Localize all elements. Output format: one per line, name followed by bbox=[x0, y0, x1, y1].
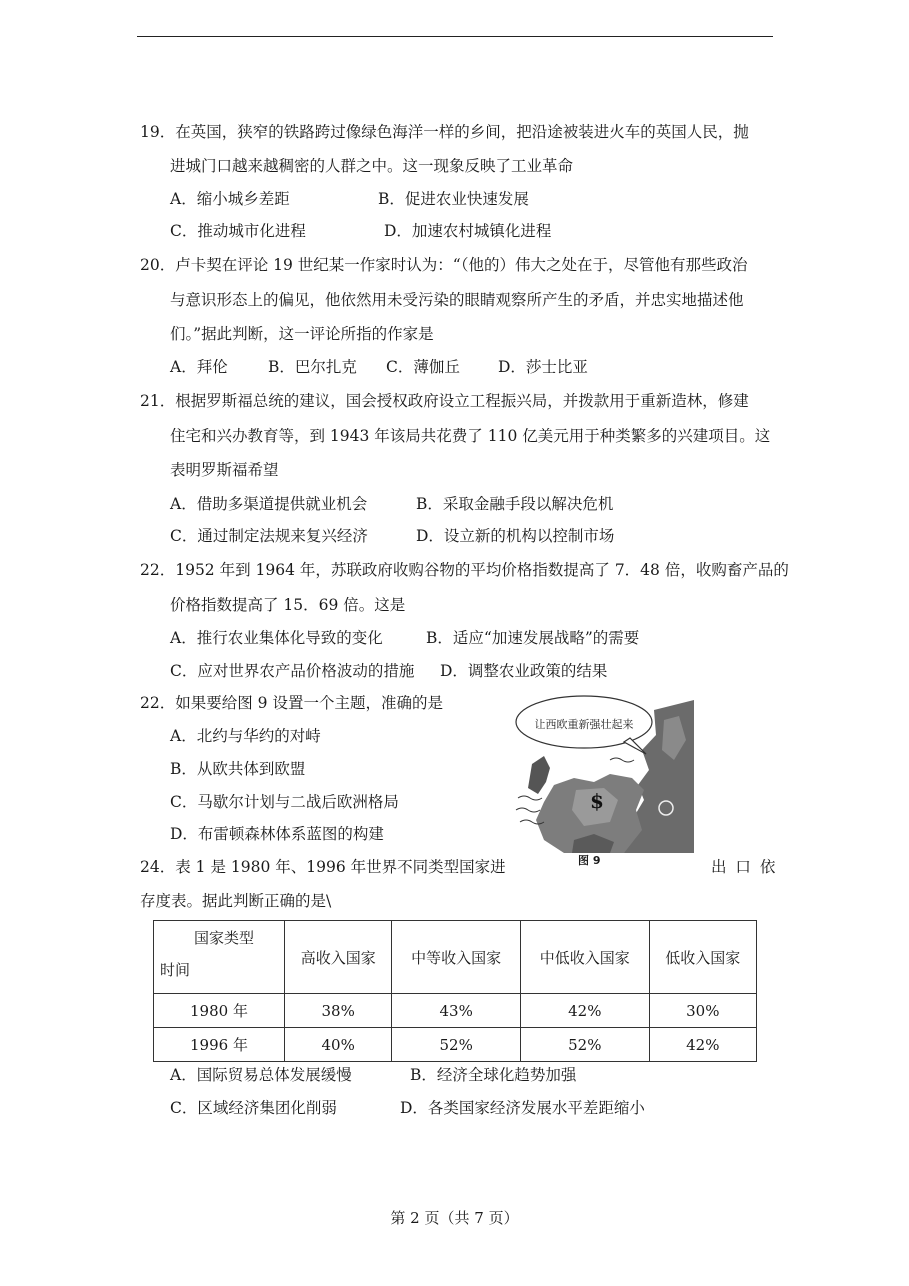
q22b-option-a: A．北约与华约的对峙 bbox=[170, 727, 321, 745]
column-header: 中低收入国家 bbox=[520, 921, 649, 994]
table-cell: 52% bbox=[392, 1028, 521, 1062]
q20-option-d: D．莎士比亚 bbox=[498, 358, 588, 376]
q21-option-b: B．采取金融手段以解决危机 bbox=[416, 495, 614, 513]
figure-9-caption: 图 9 bbox=[578, 854, 601, 867]
dependency-table bbox=[153, 920, 757, 1062]
table-cell: 43% bbox=[392, 994, 521, 1028]
table-row bbox=[154, 994, 757, 1028]
q21-option-c: C．通过制定法规来复兴经济 bbox=[170, 527, 368, 545]
q20-option-c: C．薄伽丘 bbox=[386, 358, 460, 376]
q21-stem-line3: 表明罗斯福希望 bbox=[170, 461, 279, 479]
table-cell: 30% bbox=[649, 994, 756, 1028]
table-row bbox=[154, 1028, 757, 1062]
q19-stem-line2: 进城门口越来越稠密的人群之中。这一现象反映了工业革命 bbox=[170, 157, 574, 175]
q22a-option-c: C．应对世界农产品价格波动的措施 bbox=[170, 662, 415, 680]
q24-option-d: D．各类国家经济发展水平差距缩小 bbox=[400, 1099, 645, 1117]
q24-option-c: C．区域经济集团化削弱 bbox=[170, 1099, 337, 1117]
q22a-option-a: A．推行农业集体化导致的变化 bbox=[170, 629, 383, 647]
q24-option-a: A．国际贸易总体发展缓慢 bbox=[170, 1066, 352, 1084]
header-rule bbox=[137, 36, 773, 37]
column-header: 高收入国家 bbox=[285, 921, 392, 994]
table-cell: 52% bbox=[520, 1028, 649, 1062]
q21-stem-line2: 住宅和兴办教育等，到 1943 年该局共花费了 110 亿美元用于种类繁多的兴建项目。这 bbox=[170, 427, 771, 445]
q20-option-b: B．巴尔扎克 bbox=[268, 358, 357, 376]
q22b-option-b: B．从欧共体到欧盟 bbox=[170, 760, 306, 778]
europe-map-illustration bbox=[514, 690, 694, 853]
header-time: 时间 bbox=[160, 961, 191, 979]
q22b-stem-line1: 22．如果要给图 9 设置一个主题，准确的是 bbox=[140, 694, 443, 712]
q21-option-d: D．设立新的机构以控制市场 bbox=[416, 527, 615, 545]
figure-dollar-sign: $ bbox=[590, 789, 604, 813]
q24-stem-line1-tail: 出 口 依 bbox=[711, 858, 778, 876]
q19-stem-line1: 19．在英国，狭窄的铁路跨过像绿色海洋一样的乡间，把沿途被装进火车的英国人民，抛 bbox=[140, 123, 749, 141]
page-footer: 第 2 页（共 7 页） bbox=[390, 1209, 519, 1227]
q24-stem-line1: 24．表 1 是 1980 年、1996 年世界不同类型国家进 bbox=[140, 858, 506, 876]
q20-stem-line3: 们。”据此判断，这一评论所指的作家是 bbox=[170, 325, 434, 343]
q22a-stem-line1: 22．1952 年到 1964 年，苏联政府收购谷物的平均价格指数提高了 7．48 倍，收购畜产品的 bbox=[140, 561, 789, 579]
row-year: 1996 年 bbox=[154, 1028, 285, 1062]
q22b-option-d: D．布雷顿森林体系蓝图的构建 bbox=[170, 825, 384, 843]
table-cell: 42% bbox=[520, 994, 649, 1028]
q19-option-c: C．推动城市化进程 bbox=[170, 222, 306, 240]
q22a-option-d: D．调整农业政策的结果 bbox=[440, 662, 608, 680]
figure-bubble-text: 让西欧重新强壮起来 bbox=[534, 718, 634, 731]
q21-stem-line1: 21．根据罗斯福总统的建议，国会授权政府设立工程振兴局，并拨款用于重新造林，修建 bbox=[140, 392, 749, 410]
q21-option-a: A．借助多渠道提供就业机会 bbox=[170, 495, 368, 513]
q24-stem-line2: 存度表。据此判断正确的是\ bbox=[140, 892, 332, 910]
table-cell: 42% bbox=[649, 1028, 756, 1062]
table-header-row bbox=[154, 921, 757, 994]
q20-stem-line1: 20．卢卡契在评论 19 世纪某一作家时认为：“（他的）伟大之处在于，尽管他有那些政治 bbox=[140, 256, 748, 274]
figure-9-cartoon bbox=[514, 690, 694, 853]
q20-stem-line2: 与意识形态上的偏见，他依然用未受污染的眼睛观察所产生的矛盾，并忠实地描述他 bbox=[170, 291, 744, 309]
column-header: 中等收入国家 bbox=[392, 921, 521, 994]
q22a-stem-line2: 价格指数提高了 15．69 倍。这是 bbox=[170, 596, 406, 614]
q24-option-b: B．经济全球化趋势加强 bbox=[410, 1066, 577, 1084]
table-cell: 40% bbox=[285, 1028, 392, 1062]
q22b-option-c: C．马歇尔计划与二战后欧洲格局 bbox=[170, 793, 399, 811]
header-country-type: 国家类型 bbox=[194, 929, 255, 947]
table-corner-cell bbox=[154, 921, 285, 994]
q19-option-a: A．缩小城乡差距 bbox=[170, 190, 290, 208]
row-year: 1980 年 bbox=[154, 994, 285, 1028]
q19-option-d: D．加速农村城镇化进程 bbox=[384, 222, 552, 240]
q19-option-b: B．促进农业快速发展 bbox=[378, 190, 529, 208]
column-header: 低收入国家 bbox=[649, 921, 756, 994]
table-cell: 38% bbox=[285, 994, 392, 1028]
q20-option-a: A．拜伦 bbox=[170, 358, 228, 376]
q22a-option-b: B．适应“加速发展战略”的需要 bbox=[426, 629, 640, 647]
